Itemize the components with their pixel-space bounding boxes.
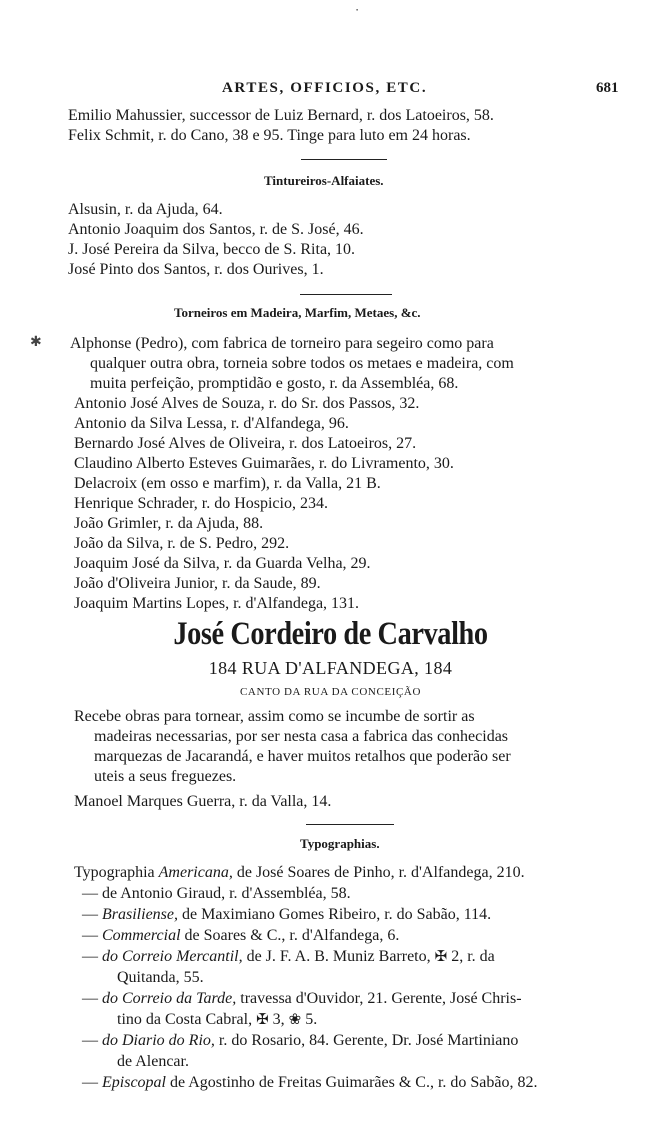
entry-line: Joaquim José da Silva, r. da Guarda Velha, 29. — [74, 555, 371, 572]
section-title-torneiros: Torneiros em Madeira, Marfim, Metaes, &c. — [174, 305, 421, 320]
entry-line: Alsusin, r. da Ajuda, 64. — [68, 201, 223, 218]
typography-entry: — Commercial de Soares & C., r. d'Alfandega, 6. — [82, 927, 400, 944]
typography-entry: — do Diario do Rio, r. do Rosario, 84. Gerente, Dr. José Martiniano — [82, 1032, 519, 1049]
entry-line: João da Silva, r. de S. Pedro, 292. — [74, 535, 290, 552]
entry-line: Antonio Joaquim dos Santos, r. de S. José, 46. — [68, 221, 364, 238]
entry-line: Manoel Marques Guerra, r. da Valla, 14. — [74, 793, 332, 810]
section-title-tintureiros: Tintureiros-Alfaiates. — [264, 173, 384, 188]
page-number: 681 — [596, 80, 619, 96]
typography-entry: — Episcopal de Agostinho de Freitas Guimarães & C., r. do Sabão, 82. — [82, 1074, 538, 1091]
entry-line: Bernardo José Alves de Oliveira, r. dos Latoeiros, 27. — [74, 435, 417, 452]
entry-line: Joaquim Martins Lopes, r. d'Alfandega, 131. — [74, 595, 360, 612]
cross-of-order-icon: ✠ — [256, 1012, 269, 1028]
entry-line: Emilio Mahussier, successor de Luiz Bernard, r. dos Latoeiros, 58. — [68, 107, 494, 124]
entry-line: Antonio da Silva Lessa, r. d'Alfandega, 96. — [74, 415, 349, 432]
entry-line: José Pinto dos Santos, r. dos Ourives, 1. — [68, 261, 324, 278]
header-title: ARTES, OFFICIOS, ETC. — [222, 80, 428, 96]
entry-line: Felix Schmit, r. do Cano, 38 e 95. Tinge para luto em 24 horas. — [68, 127, 471, 144]
typography-entry: — do Correio Mercantil, de J. F. A. B. Muniz Barreto, ✠ 2, r. da — [82, 948, 495, 965]
entry-line: Henrique Schrader, r. do Hospicio, 234. — [74, 495, 328, 512]
section-rule — [306, 824, 394, 825]
typography-entry-continued: de Alencar. — [117, 1053, 189, 1070]
typography-entry-continued: Quitanda, 55. — [117, 969, 204, 986]
advertisement-address: 184 RUA D'ALFANDEGA, 184 — [208, 658, 453, 678]
advertisement-text-line: Recebe obras para tornear, assim como se incumbe de sortir as — [74, 708, 475, 725]
typography-entry: Typographia Americana, de José Soares de Pinho, r. d'Alfandega, 210. — [74, 864, 525, 881]
typography-entry-continued: tino da Costa Cabral, ✠ 3, ❀ 5. — [117, 1011, 318, 1028]
entry-line: J. José Pereira da Silva, becco de S. Rita, 10. — [68, 241, 356, 258]
cross-of-order-icon: ✠ — [434, 949, 448, 965]
entry-line: Alphonse (Pedro), com fabrica de torneiro para segeiro como para — [70, 335, 494, 352]
section-rule — [301, 159, 387, 160]
entry-line: João d'Oliveira Junior, r. da Saude, 89. — [74, 575, 321, 592]
entry-line: João Grimler, r. da Ajuda, 88. — [74, 515, 264, 532]
running-header — [0, 80, 661, 100]
section-rule — [300, 294, 392, 295]
typography-entry: — Brasiliense, de Maximiano Gomes Ribeiro, r. do Sabão, 114. — [82, 906, 492, 923]
typography-entry: — de Antonio Giraud, r. d'Assembléa, 58. — [82, 885, 351, 902]
advertisement-text-line: madeiras necessarias, por ser nesta casa a fabrica das conhecidas — [94, 728, 509, 745]
entry-line: Antonio José Alves de Souza, r. do Sr. dos Passos, 32. — [74, 395, 420, 412]
top-speck-mark: ⋅ — [355, 3, 360, 17]
entry-line-continued: muita perfeição, promptidão e gosto, r. da Assembléa, 68. — [90, 375, 459, 392]
advertisement-corner: CANTO DA RUA DA CONCEIÇÃO — [239, 686, 422, 698]
section-title-typographias: Typographias. — [300, 836, 380, 851]
advertisement-name: José Cordeiro de Carvalho — [173, 616, 488, 652]
typography-entry: — do Correio da Tarde, travessa d'Ouvidor, 21. Gerente, José Chris- — [82, 990, 522, 1007]
rose-order-icon: ❀ — [288, 1012, 302, 1028]
advertisement-text-line: uteis a seus freguezes. — [94, 768, 237, 785]
entry-line: Claudino Alberto Esteves Guimarães, r. do Livramento, 30. — [74, 455, 454, 472]
advertisement-text-line: marquezas de Jacarandá, e haver muitos retalhos que poderão ser — [94, 748, 511, 765]
entry-line: Delacroix (em osso e marfim), r. da Valla, 21 B. — [74, 475, 381, 492]
margin-mark-icon: ✱ — [30, 335, 42, 350]
entry-line-continued: qualquer outra obra, torneia sobre todos os metaes e madeira, com — [90, 355, 514, 372]
